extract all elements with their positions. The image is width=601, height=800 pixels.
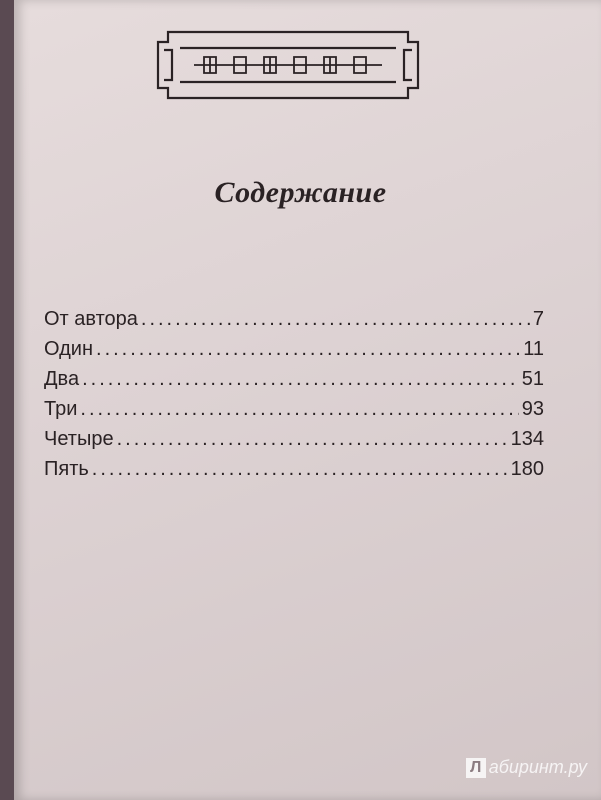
toc-leader-dots <box>82 368 519 391</box>
toc-entry-title: Один <box>44 338 94 360</box>
toc-leader-dots <box>96 338 520 361</box>
toc-entry-page: 93 <box>521 398 544 420</box>
toc-leader-dots <box>141 308 530 331</box>
toc-entry-title: Два <box>44 368 80 390</box>
toc-entry-title: Четыре <box>44 428 114 450</box>
toc-leader-dots <box>80 398 518 421</box>
toc-leader-dots <box>92 458 508 481</box>
table-of-contents <box>44 308 544 488</box>
toc-leader-dots <box>117 428 508 451</box>
toc-entry-title: Три <box>44 398 78 420</box>
toc-entry-title: От автора <box>44 308 138 330</box>
labirint-watermark <box>466 757 587 778</box>
toc-entry-title: Пять <box>44 458 89 480</box>
watermark-text: абиринт.ру <box>488 757 587 777</box>
toc-entry-page: 11 <box>523 338 544 360</box>
toc-entry <box>44 368 544 398</box>
toc-entry-page: 134 <box>510 428 544 450</box>
toc-entry <box>44 398 544 428</box>
ornament-frame-icon <box>154 28 422 102</box>
toc-entry <box>44 308 544 338</box>
toc-entry-page: 180 <box>510 458 544 480</box>
toc-entry <box>44 338 544 368</box>
page-title: Содержание <box>214 176 387 209</box>
toc-entry-page: 7 <box>532 308 544 330</box>
toc-entry <box>44 428 544 458</box>
labirint-logo-icon: Л <box>466 758 486 778</box>
toc-entry <box>44 458 544 488</box>
toc-entry-page: 51 <box>521 368 544 390</box>
